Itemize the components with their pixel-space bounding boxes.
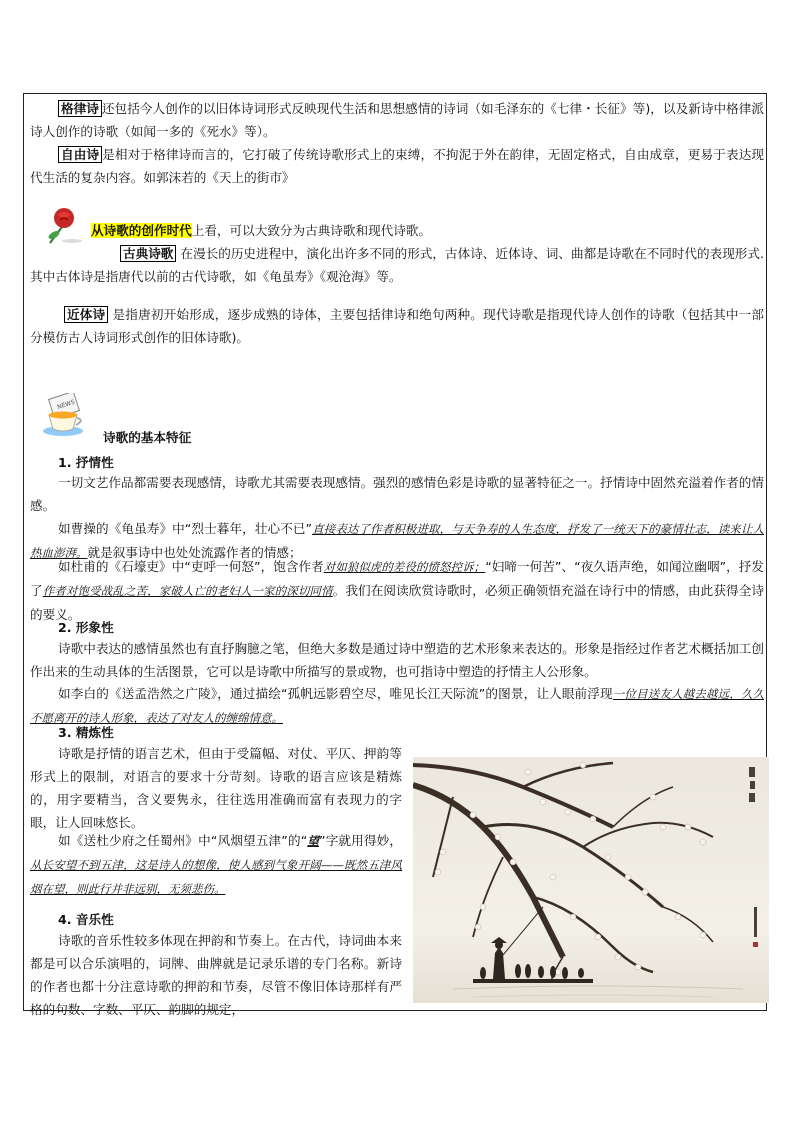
underlined-annotation: 一位目送友人越去越远，久久不愿离开的诗人形象，表达了对友人的缠绵情意。 (30, 687, 765, 725)
underlined-annotation: 直接表达了作者积极进取，与天争寿的人生态度，抒发了一统天下的豪情壮志，读来让人热血澎湃。 (30, 522, 764, 560)
term-gelvshi: 格律诗 (58, 100, 102, 117)
text-span: ”字就用得妙， (319, 833, 402, 848)
heading-lyricism: 1. 抒情性 (58, 455, 114, 470)
text-span: 。我们在阅读欣赏诗歌时，必须正确领悟充溢在诗行中的情感，由此获得全诗的要义。 (30, 583, 765, 622)
paragraph-imagery-2 (30, 682, 764, 730)
teacup-newspaper-icon (37, 393, 89, 439)
term-gudian-shige: 古典诗歌 (120, 245, 176, 262)
section-title: 诗歌的基本特征 (103, 430, 192, 445)
paragraph-musicality-1: 诗歌的音乐性较多体现在押韵和节奏上。在古代，诗词曲本来都是可以合乐演唱的，词牌、曲牌就是记录乐谱的专门名称。新诗的作者也都十分注意诗歌的押韵和节奏，尽管不像旧体诗那样有严格的句数、字数、平仄、韵脚的规定， (30, 933, 402, 1017)
underlined-annotation: 作者对饱受战乱之苦，家破人亡的老妇人一家的深切同情 (42, 584, 333, 598)
text-span: 如杜甫的《石壕吏》中“吏呼一何怒”，饱含作者 (58, 559, 324, 574)
text-span: 如李白的《送孟浩然之广陵》，通过描绘“孤帆远影碧空尽，唯见长江天际流”的图景，让人眼前浮现 (58, 686, 613, 701)
heading-conciseness: 3. 精炼性 (58, 725, 114, 740)
underlined-annotation: 对如狼似虎的差役的愤怒控诉； (323, 560, 486, 574)
term-jintishi: 近体诗 (64, 306, 108, 323)
paragraph-text: 是指唐初开始形成，逐步成熟的诗体，主要包括律诗和绝句两种。现代诗歌是指现代诗人创作的诗歌（包括其中一部分模仿古人诗词形式创作的旧体诗歌)。 (30, 307, 764, 345)
paragraph-jintishi (30, 303, 764, 349)
paragraph-text: 是相对于格律诗而言的，它打破了传统诗歌形式上的束缚，不拘泥于外在韵律，无固定格式，自由成章，更易于表达现代生活的复杂内容。如郭沫若的《天上的街市》 (30, 147, 765, 185)
paragraph-text: 在漫长的历史进程中，演化出许多不同的形式，古体诗、近体诗、词、曲都是诗歌在不同时代的表现形式.其中古体诗是指唐代以前的古代诗歌，如《龟虽寿》《观沧海》等。 (30, 246, 764, 284)
paragraph-ziyoushi (30, 143, 764, 189)
paragraph-gelvshi (30, 97, 764, 143)
paragraph-creation-era (91, 219, 763, 242)
paragraph-gudian-shige (30, 242, 764, 288)
highlight-creation-era: 从诗歌的创作时代 (91, 223, 192, 238)
paragraph-conciseness-2 (30, 829, 402, 901)
paragraph-conciseness-1: 诗歌是抒情的语言艺术，但由于受篇幅、对仗、平仄、押韵等形式上的限制，对语言的要求十分苛刻。诗歌的语言应该是精炼的，用字要精当，含义要隽永，往往选用准确而富有表现力的字眼，让人回味悠长。 (30, 746, 402, 830)
text-span: 如曹操的《龟虽寿》中“烈士暮年，壮心不已” (58, 521, 313, 536)
svg-text:NEWS: NEWS (56, 398, 76, 411)
paragraph-text: 上看，可以大致分为古典诗歌和现代诗歌。 (191, 223, 432, 238)
paragraph-lyricism-1: 一切文艺作品都需要表现感情，诗歌尤其需要表现感情。强烈的感情色彩是诗歌的显著特征之一。抒情诗中固然充溢着作者的情感。 (30, 475, 764, 513)
paragraph-lyricism-3 (30, 555, 764, 626)
text-span: “妇啼一何苦”、“夜久语声绝，如闻泣幽咽”，抒发了 (30, 559, 764, 598)
rose-icon (42, 205, 84, 245)
underlined-annotation: 从长安望不到五津，这是诗人的想像，使人感到气象开阔——既然五津风烟在望，则此行并非远别，无须悲伤。 (30, 858, 402, 896)
plum-blossom-fisherman-photo (413, 757, 769, 1003)
text-span: 就是叙事诗中也处处流露作者的情感； (87, 545, 302, 560)
heading-musicality: 4. 音乐性 (58, 912, 114, 927)
term-ziyoushi: 自由诗 (58, 146, 102, 163)
heading-imagery: 2. 形象性 (58, 620, 114, 635)
key-character: 望 (307, 834, 320, 848)
paragraph-imagery-1: 诗歌中表达的感情虽然也有直抒胸臆之笔，但绝大多数是通过诗中塑造的艺术形象来表达的。形象是指经过作者艺术概括加工创作出来的生动具体的生活图景，它可以是诗歌中所描写的景或物，也可指诗中塑造的抒情主人公形象。 (30, 641, 764, 679)
text-span: 如《送杜少府之任蜀州》中“风烟望五津”的“ (58, 833, 308, 848)
paragraph-text: 还包括今人创作的以旧体诗词形式反映现代生活和思想感情的诗词（如毛泽东的《七律・长征》等)，以及新诗中格律派诗人创作的诗歌（如闻一多的《死水》等）。 (30, 101, 764, 139)
